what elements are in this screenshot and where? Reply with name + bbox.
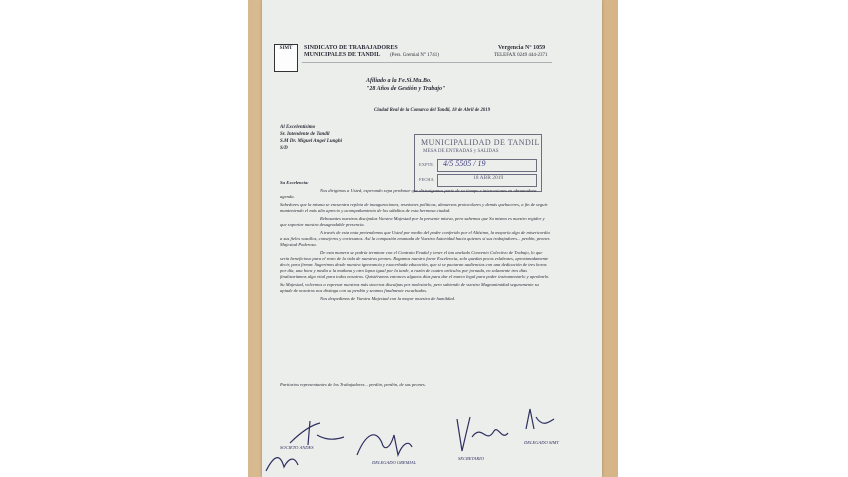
stamp-title: MUNICIPALIDAD DE TANDIL (421, 138, 540, 147)
org-line2: MUNICIPALES DE TANDIL (304, 52, 381, 58)
recipient-line: Sr. Intendente de Tandil (280, 132, 330, 137)
signature-caption: DELEGADO SIMT (524, 440, 559, 445)
signature-caption: SECRETARIO (458, 456, 484, 461)
logo-text: SIMT (279, 46, 293, 51)
signature-1 (290, 421, 344, 445)
body-paragraph: Rebosantes nuestras discípulas Vuestra Majestad por la presente misiva, pero sabemos que Su mismo es nuestro regidor y que soportar nuestra desagradable presencia. (280, 216, 545, 227)
org-line1: SINDICATO DE TRABAJADORES (304, 45, 398, 51)
affiliation: Afiliado a la Fe.Si.Mu.Bo. (366, 78, 432, 84)
body-paragraph: A través de esta nota pretendemos que Usted por medio del poder conferido por el Altísimo, la mayoría algo de misericordia a sus fieles vasallos, consejeros y cortesanos. Así la compasión emanada de Vuestra Autoridad hacia quienes sí sus trabajadores... perdón, peones Majestad Poderosa. (280, 230, 550, 247)
recipient-block (280, 124, 342, 152)
stamp-expte-label: EXPTE. (419, 162, 435, 167)
body-paragraph: Su Majestad, volvemos a expresar nuestras más sinceras disculpas por molestarlo, pero sabiendo de vuestra Magnanimidad seguramente sa apiade de nosotros nos distinga con su perdón y seamos finalmente escuchados. (280, 282, 539, 293)
signature-caption: SOCIETO ANDES (280, 445, 314, 450)
recipient-line: S/D (280, 146, 288, 151)
date-line: Ciudad Real de la Comarca del Tandil, 18 de Abril de 2019 (374, 108, 491, 113)
letter-page (262, 0, 602, 477)
stamp-expte-value: 4/5 5505 / 19 (443, 159, 486, 168)
reception-stamp (414, 134, 542, 192)
closing-line: Partiarios representantes de los Trabajadores... perdón, perdón, de sus peones. (280, 382, 426, 387)
org-line2-extra: (Pers. Gremial N° 1741) (390, 53, 439, 58)
signature-caption: DELEGADO GREMIAL (372, 460, 417, 465)
stamp-fecha-label: FECHA (419, 177, 434, 182)
header-rule (302, 62, 552, 65)
union-logo (274, 44, 298, 72)
salutation: Su Excelencia: (280, 180, 309, 185)
signature-4 (526, 409, 554, 429)
phone: TELEFAX 0249 444-2371 (494, 53, 548, 58)
letter-body (280, 188, 550, 302)
motto: "28 Años de Gestión y Trabajo" (366, 86, 446, 92)
stamp-subtitle: MESA DE ENTRADAS y SALIDAS (423, 149, 499, 154)
body-paragraph: Nos despedimos de Vuestra Majestad con la mayor muestra de humildad. (320, 296, 456, 301)
signature-2 (357, 435, 412, 455)
signature-5 (266, 458, 298, 471)
body-paragraph: Nos dirigimos a Usted, esperando sepa perdonar que distraigamos parte de su tiempo e intercesiones en abrumadora agenda. (280, 188, 537, 199)
body-paragraph: De esta manera se podría terminar con el Contrato Feudal y tener el tan anelado Convenio Colectivo de Trabajo, lo que sería beneficioso para el resto de la vida de nuestros peones. Rogamos nuestro favor Excelencia, solo quedan pocos eslabones, aproximadamente decir, para firmar. Sugerimos desde nuestra ignorancia y exacerbada educación, que si se pactaran audiencias con una dedicación de tres horas por día, una hora y media a la mañana y otro lapso igual por la tarde, a razón de cuatro artículos por jornada, en solamente tres días finalizaríamos algo vital para todos nosotros. Quisiéramos entonces algunos días para dar el marco legal para poder instrumentarlo y aprobarlo. (280, 250, 550, 279)
recipient-line: S.M Dr. Miguel Angel Lunghi (280, 139, 343, 144)
signature-3 (457, 417, 508, 451)
registration: Vergencia N° 1059 (498, 45, 546, 51)
signatures-area (262, 395, 602, 477)
body-paragraph: Sabedores que la misma se encuentra repleta de inauguraciones, reuniones políticas, almuerzos protocolares y demás quehaceres, a fin de seguir manteniendo el más alto aprecio y acompañamiento de los súbditos de esta hermosa ciudad. (280, 202, 548, 213)
recipient-line: Al Excelentísimo (280, 125, 316, 130)
stamp-fecha-value: 18 ABR 2019 (473, 175, 504, 181)
